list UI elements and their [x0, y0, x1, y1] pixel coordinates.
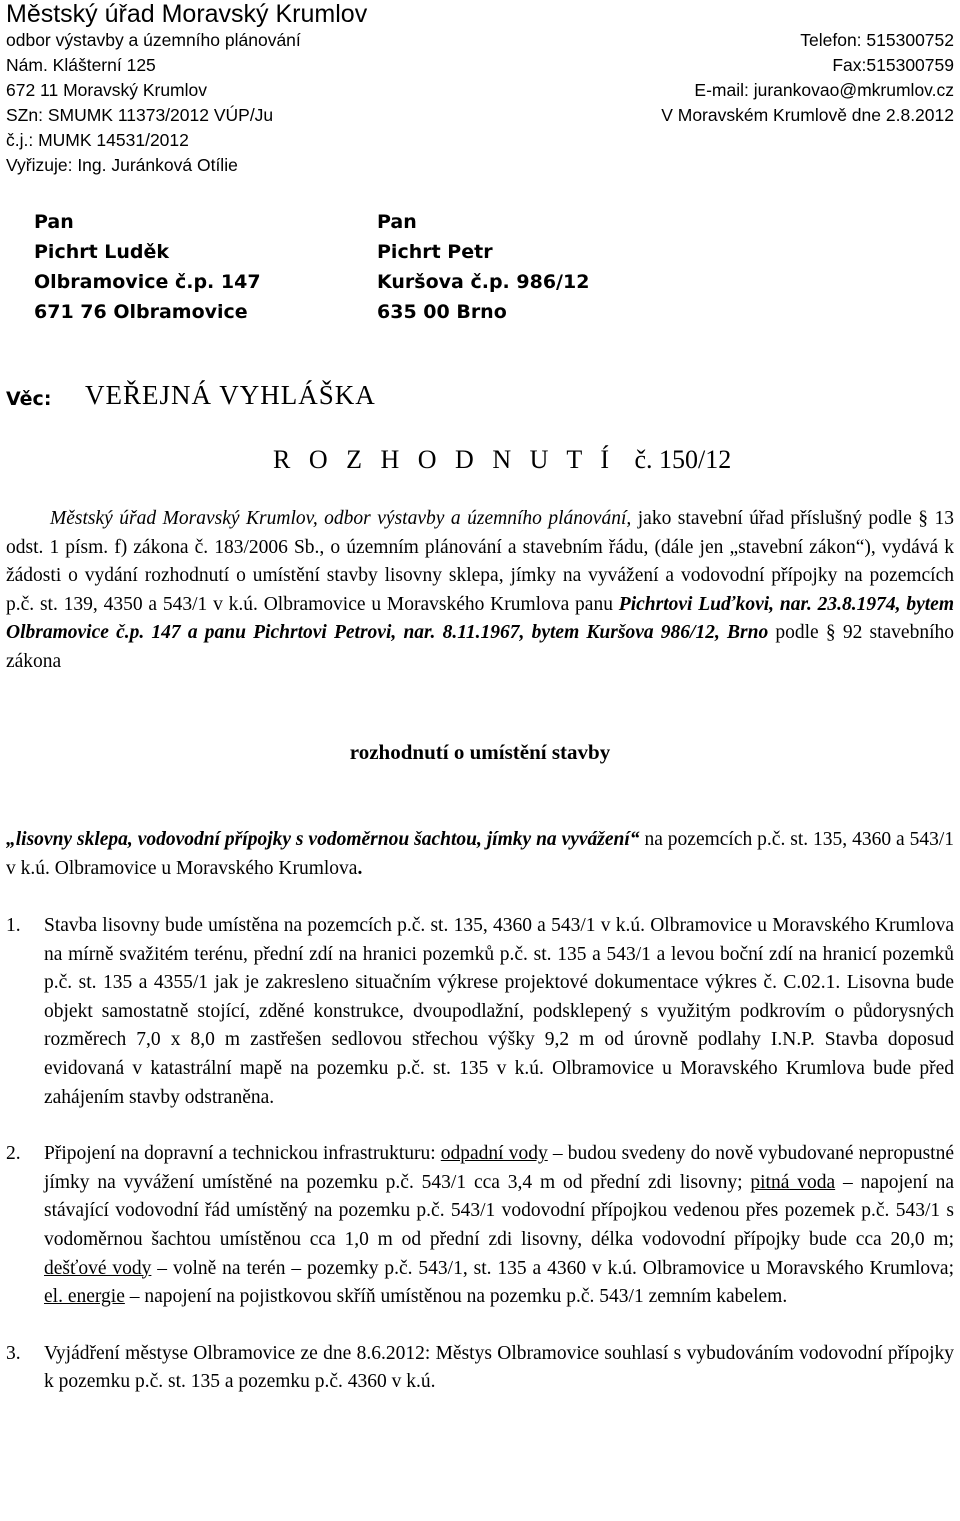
- condition-number: 1.: [6, 915, 21, 936]
- rainwater-label: dešťové vody: [44, 1257, 152, 1279]
- construction-object: „lisovny sklepa, vodovodní přípojky s vodoměrnou šachtou, jímky na vyvážení“: [6, 829, 640, 850]
- condition-text: Vyjádření městyse Olbramovice ze dne 8.6.2012: Městys Olbramovice souhlasí s vybudováním vodovodní přípojky k pozemku p.č. st. 135 a pozemku p.č. 4360 v k.ú.: [44, 1342, 954, 1393]
- condition-text: [44, 1140, 954, 1312]
- file-number: SZn: SMUMK 11373/2012 VÚP/Ju: [6, 105, 274, 125]
- decision-word: R O Z H O D N U T Í: [273, 445, 615, 474]
- condition-text-part: Připojení na dopravní a technickou infrastrukturu:: [44, 1143, 441, 1165]
- object-location: na pozemcích p.č. st. 135, 4360 a 543/1 v k.ú. Olbramovice u Moravského Krumlova: [6, 829, 954, 879]
- condition-number: 2.: [6, 1143, 21, 1165]
- recipient-salutation: Pan: [377, 211, 417, 233]
- intro-text: jako stavební úřad příslušný podle § 13 odst. 1 písm. f) zákona č. 183/2006 Sb., o územním plánování a stavebním řádu, (dále jen „stavební zákon“), vydává k žádosti o vydání rozhodnutí o umístění stavby lisovny sklepa, jímky na vyvážení a vodovodní přípojky na pozemcích p.č. st. 139, 4350 a 543/1 v k.ú. Olbramovice u Moravského Krumlova panu: [6, 508, 954, 615]
- recipient-name: Pichrt Petr: [377, 241, 493, 263]
- department: odbor výstavby a územního plánování: [6, 30, 301, 50]
- decision-heading: [273, 445, 731, 475]
- condition-text-part: – budou svedeny do nově vybudované nepropustné jímky na vyvážení umístěné na pozemku p.č. 543/1 cca 3,4 m od přední zdi lisovny;: [44, 1143, 954, 1193]
- place-date: V Moravském Krumlově dne 2.8.2012: [661, 105, 954, 125]
- electricity-label: el. energie: [44, 1286, 125, 1308]
- recipient-city: 635 00 Brno: [377, 301, 507, 323]
- handled-by: Vyřizuje: Ing. Juránková Otílie: [6, 155, 238, 175]
- condition-text-part: – napojení na stávající vodovodní řád umístěný na pozemku p.č. 543/1 vodovodní přípojkou vedenou přes pozemek p.č. 543/1 s vodoměrnou šachtou umístěnou cca 1,0 m od přední zdi lisovny, délka vodovodní přípojky bude cca 20,0 m;: [44, 1171, 954, 1250]
- recipient-2: [377, 207, 589, 327]
- subject-title: VEŘEJNÁ VYHLÁŠKA: [85, 380, 376, 410]
- applicant-2-address: Kuršova 986/12, Brno: [579, 622, 769, 644]
- object-period: .: [357, 857, 363, 879]
- condition-item: [6, 912, 954, 1112]
- applicant-details: nar. 23.8.1974, bytem Olbramovice č.p. 147 a panu Pichrtovi Petrovi, nar. 8.11.1967, bytem: [6, 593, 954, 644]
- office-street: Nám. Klášterní 125: [6, 55, 156, 75]
- email: E-mail: jurankovao@mkrumlov.cz: [694, 80, 954, 100]
- decision-title: rozhodnutí o umístění stavby: [349, 740, 611, 764]
- office-name: Městský úřad Moravský Krumlov: [6, 0, 368, 28]
- condition-item: [6, 1340, 954, 1397]
- recipient-name: Pichrt Luděk: [34, 241, 170, 263]
- recipient-city: 671 76 Olbramovice: [34, 301, 248, 323]
- recipient-1: [34, 207, 261, 327]
- decision-number: č. 150/12: [634, 445, 732, 474]
- phone: Telefon: 515300752: [800, 30, 954, 50]
- reference-number: č.j.: MUMK 14531/2012: [6, 130, 189, 150]
- drinking-water-label: pitná voda: [750, 1171, 836, 1193]
- recipient-street: Olbramovice č.p. 147: [34, 271, 261, 293]
- office-city: 672 11 Moravský Krumlov: [6, 80, 208, 100]
- condition-text-part: – napojení na pojistkovou skříň umístěnou na pozemku p.č. 543/1 zemním kabelem.: [124, 1286, 788, 1308]
- conditions-list: [6, 912, 954, 1397]
- recipient-salutation: Pan: [34, 211, 74, 233]
- condition-number: 3.: [6, 1342, 21, 1364]
- subject-label: Věc:: [6, 388, 52, 410]
- wastewater-label: odpadní vody: [440, 1143, 548, 1165]
- issuing-authority: Městský úřad Moravský Krumlov, odbor výstavby a územního plánování,: [50, 508, 632, 529]
- legal-basis: podle § 92 stavebního zákona: [6, 622, 954, 672]
- applicant-1: Pichrtovi Luďkovi,: [618, 593, 775, 615]
- condition-text-part: – volně na terén – pozemky p.č. 543/1, st. 135 a 4360 v k.ú. Olbramovice u Moravského Krumlova;: [151, 1257, 955, 1279]
- condition-item: [6, 1140, 954, 1312]
- fax: Fax:515300759: [832, 55, 954, 75]
- intro-paragraph: [6, 505, 954, 677]
- condition-text: Stavba lisovny bude umístěna na pozemcích p.č. st. 135, 4360 a 543/1 v k.ú. Olbramovice u Moravského Krumlova na mírně svažitém terénu, přední zdí na hranici pozemků p.č. st. 135 a 543/1 a levou boční zdí na hranicí pozemků p.č. st. 135 a 4355/1 jak je zakresleno situačním výkrese projektové dokumentace výkres č. C.02.1. Lisovna bude objekt samostatně stojící, zděné konstrukce, dvoupodlažní, podsklepený s využitým podkrovím o půdorysných rozměrech 7,0 x 8,0 m zastřešen sedlovou střechou výšky 9,2 m od úrovně podlahy I.N.P. Stavba doposud evidovaná v katastrální mapě na pozemku p.č. st. 135 v k.ú. Olbramovice u Moravského Krumlova bude před zahájením stavby odstraněna.: [44, 915, 954, 1108]
- recipient-street: Kuršova č.p. 986/12: [377, 271, 590, 293]
- object-paragraph: [6, 826, 954, 883]
